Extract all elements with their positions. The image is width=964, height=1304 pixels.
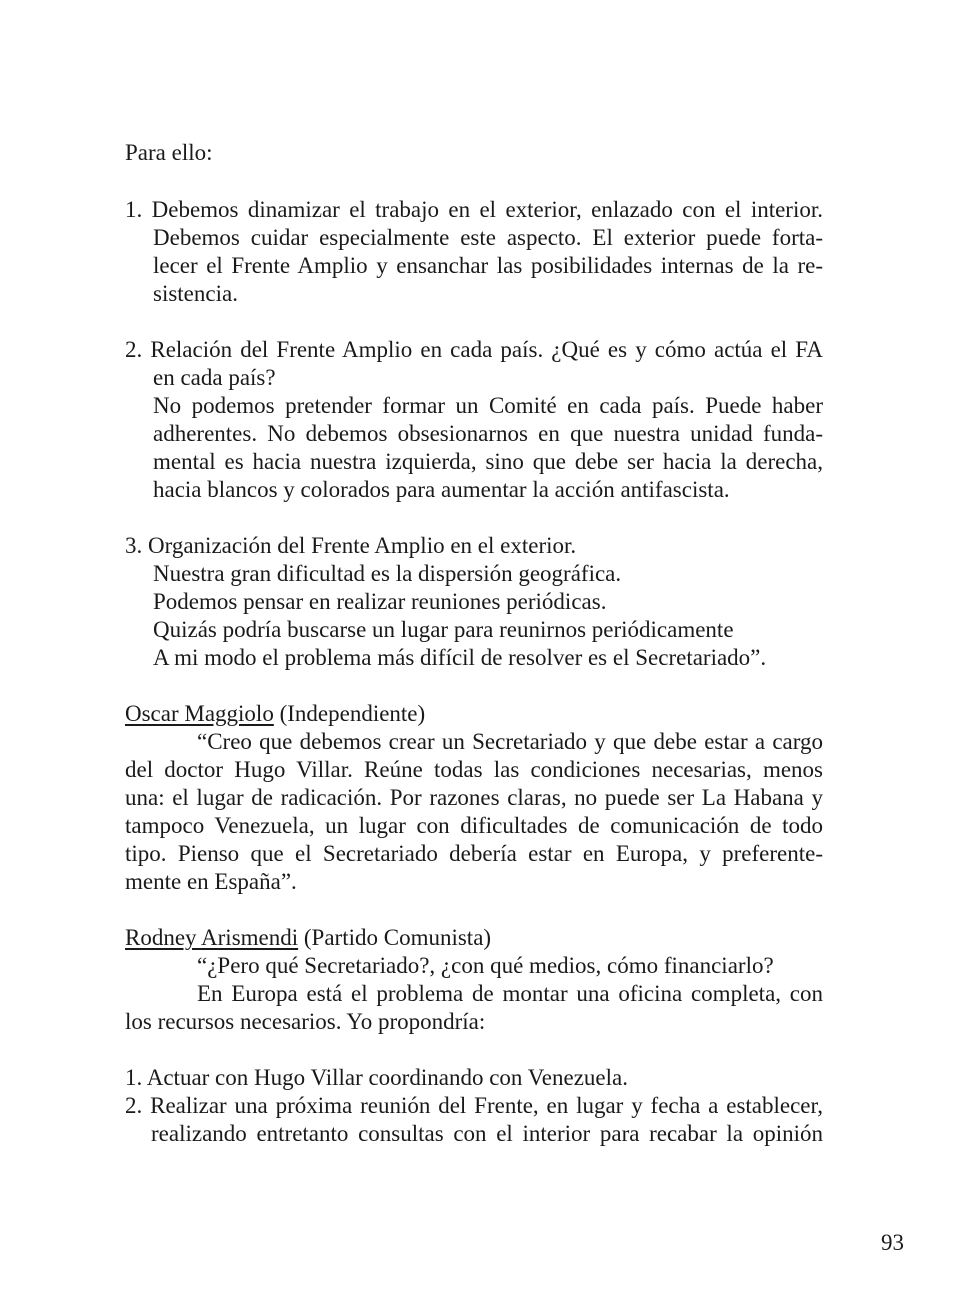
item3-line-3: Podemos pensar en realizar reuniones periódicas. — [153, 589, 607, 614]
speaker-arismendi — [125, 924, 491, 952]
speaker-name: Oscar Maggiolo — [125, 701, 274, 726]
maggiolo-line-6: mente en España”. — [125, 869, 297, 894]
item3-line-5: A mi modo el problema más difícil de resolver es el Secretariado”. — [153, 645, 767, 670]
list2-line-3: realizando entretanto consultas con el interior para recabar la opinión — [151, 1121, 823, 1146]
maggiolo-line-2: del doctor Hugo Villar. Reúne todas las condiciones necesarias, menos — [125, 757, 823, 782]
item2-line-3: No podemos pretender formar un Comité en cada país. Puede haber — [153, 393, 823, 418]
item1-line-4: sistencia. — [153, 281, 238, 306]
list2-line-2: 2. Realizar una próxima reunión del Frente, en lugar y fecha a establecer, — [125, 1093, 823, 1118]
list2-line-1: 1. Actuar con Hugo Villar coordinando con Venezuela. — [125, 1065, 628, 1090]
maggiolo-line-3: una: el lugar de radicación. Por razones claras, no puede ser La Habana y — [125, 785, 823, 810]
item1-line-3: lecer el Frente Amplio y ensanchar las posibilidades internas de la re- — [153, 253, 823, 278]
item2-line-5: mental es hacia nuestra izquierda, sino que debe ser hacia la derecha, — [153, 449, 823, 474]
item2-line-2: en cada país? — [153, 365, 276, 390]
arismendi-line-1: “¿Pero qué Secretariado?, ¿con qué medios, cómo financiarlo? — [197, 953, 774, 978]
item3-line-4: Quizás podría buscarse un lugar para reunirnos periódicamente — [153, 617, 734, 642]
intro-text: Para ello: — [125, 140, 213, 165]
item2-line-4: adherentes. No debemos obsesionarnos en que nuestra unidad funda- — [153, 421, 823, 446]
item2-line-1: 2. Relación del Frente Amplio en cada país. ¿Qué es y cómo actúa el FA — [125, 337, 823, 362]
speaker-affiliation: (Partido Comunista) — [298, 925, 492, 950]
item2-line-6: hacia blancos y colorados para aumentar la acción antifascista. — [153, 477, 730, 502]
arismendi-line-3: los recursos necesarios. Yo propondría: — [125, 1009, 486, 1034]
maggiolo-line-1: “Creo que debemos crear un Secretariado y que debe estar a cargo — [197, 729, 823, 754]
arismendi-line-2: En Europa está el problema de montar una oficina completa, con — [197, 981, 823, 1006]
maggiolo-line-4: tampoco Venezuela, un lugar con dificultades de comunicación de todo — [125, 813, 823, 838]
item1-line-1: 1. Debemos dinamizar el trabajo en el exterior, enlazado con el interior. — [125, 197, 823, 222]
speaker-maggiolo — [125, 700, 425, 728]
item3-line-1: 3. Organización del Frente Amplio en el exterior. — [125, 533, 577, 558]
item1-line-2: Debemos cuidar especialmente este aspecto. El exterior puede forta- — [153, 225, 823, 250]
maggiolo-line-5: tipo. Pienso que el Secretariado debería estar en Europa, y preferente- — [125, 841, 823, 866]
speaker-name: Rodney Arismendi — [125, 925, 299, 950]
speaker-affiliation: (Independiente) — [273, 701, 426, 726]
item3-line-2: Nuestra gran dificultad es la dispersión geográfica. — [153, 561, 622, 586]
page-number: 93 — [881, 1230, 904, 1255]
